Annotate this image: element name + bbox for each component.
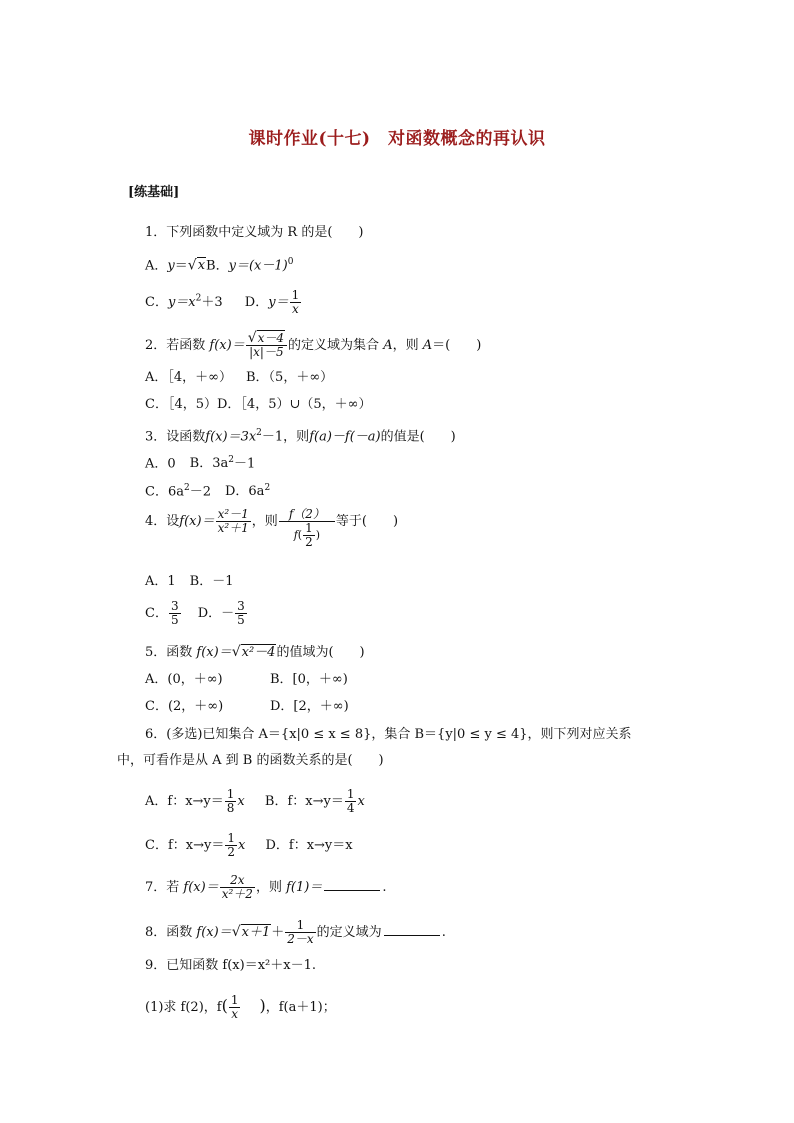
q5-option-b: B．[0，＋∞) [270, 672, 348, 687]
q2-set-a2: A [422, 338, 433, 353]
q3-pre: 3．设函数 [145, 429, 206, 445]
q7-end: . [382, 880, 387, 895]
q8-fx: f(x)＝ [196, 925, 232, 940]
question-1-options-ab: A．y＝√xB．$y=(x-1)^0$ [145, 257, 294, 274]
q2-option-c: C．［4，5） [145, 397, 217, 412]
q7-fx: f(x)＝ [183, 880, 219, 895]
q6-a-var: x [237, 794, 245, 809]
q3-option-b: B．3a [189, 456, 229, 472]
q3-expr: f(a)－f(－a) [309, 429, 381, 445]
q1-a-radicand: x [197, 258, 206, 274]
q1-option-a-label: A． [145, 258, 168, 274]
q1-b-expr: y＝(x－1) [228, 258, 288, 274]
q5-radicand: x²－4 [241, 645, 276, 660]
q5-option-c: C．(2，＋∞) [145, 699, 224, 714]
question-6-line-2: 中，可看作是从 A 到 B 的函数关系的是( ) [117, 753, 384, 768]
q3-option-c-tail: －2 [189, 484, 211, 500]
q4-post: 等于( ) [335, 514, 399, 529]
question-9-part-1: (1)求 f(2)，f( $\frac{1}{x}$ )，f(a＋1)； [145, 993, 336, 1021]
q6-c-var: x [237, 838, 246, 853]
q6-option-d: D．f：x→y＝x [265, 838, 353, 853]
question-3-options-ab: A．0 B．$3a^2-1$ [145, 455, 256, 472]
q5-fx: f(x)＝ [196, 645, 232, 660]
q3-option-c: C．6a [145, 484, 184, 500]
q2-set-a: A [383, 338, 393, 353]
q2-fraction: $\frac{√x-4}{|x|-5}$ [246, 332, 287, 359]
question-1-stem: 1．下列函数中定义域为 R 的是( ) [145, 225, 364, 240]
page-title: 课时作业(十七) 对函数概念的再认识 [248, 129, 546, 149]
q4-option-d: D．－ [197, 606, 235, 621]
question-5-options-cd [145, 698, 349, 716]
q7-pre: 7．若 [145, 880, 180, 895]
q4-fx: f(x)＝ [179, 514, 215, 529]
q4-mid: ，则 [251, 514, 278, 529]
q7-answer-blank[interactable] [324, 878, 380, 891]
q4-option-a: A．1 [145, 574, 176, 589]
q8-fraction: $\frac{1}{2-x}$ [287, 918, 314, 946]
q7-f1: f(1)＝ [286, 880, 323, 895]
q2-option-b: B．（5，＋∞） [246, 370, 334, 385]
question-8 [145, 919, 446, 946]
q1-option-b-label: B． [206, 258, 229, 274]
q8-plus: ＋ [271, 925, 285, 940]
q1-option-d-label: D． [244, 295, 269, 310]
question-9-stem: 9．已知函数 f(x)＝x²＋x－1. [145, 958, 316, 973]
radical-icon: √ [247, 330, 257, 346]
q5-pre: 5．函数 [145, 645, 193, 660]
question-4-options-cd [145, 600, 248, 627]
q6-a-fraction: $\frac{1}{8}$ [226, 787, 235, 815]
question-6-options-cd [145, 832, 353, 859]
q2-post: 的定义域为集合 [288, 338, 380, 353]
q1-d-fraction: $\frac{1}{x}$ [291, 288, 300, 316]
q3-end: 的值是( ) [380, 429, 456, 445]
q5-option-d: D．[2，＋∞) [270, 699, 349, 714]
q2-pre: 2．若函数 [145, 338, 206, 353]
q1-a-eq: ＝ [174, 258, 188, 274]
q6-option-b: B．f：x→y＝ [264, 794, 344, 809]
question-2-stem [145, 332, 481, 359]
q6-option-a: A．f：x→y＝ [145, 794, 224, 809]
q4-c-fraction: $\frac{3}{5}$ [170, 599, 179, 627]
q8-end: . [441, 925, 446, 940]
radical-icon: √ [231, 644, 241, 660]
q9-p1-post: ，f(a＋1)； [265, 1000, 336, 1015]
q3-fx: f(x)＝3x [205, 429, 257, 445]
radical-icon: √ [231, 924, 241, 940]
q6-option-c: C．f：x→y＝ [145, 838, 225, 853]
q6-b-fraction: $\frac{1}{4}$ [346, 787, 355, 815]
q7-post: ，则 [255, 880, 282, 895]
q4-option-c: C． [145, 606, 168, 621]
q2-post2: ，则 [392, 338, 419, 353]
question-4-stem [145, 508, 398, 549]
question-6-line-1: 6．(多选)已知集合 A＝{x|0 ≤ x ≤ 8}，集合 B＝{y|0 ≤ y ≤ 4}，则下列对应关系 [145, 727, 632, 742]
q4-ratio-fraction: f（2） f( $\frac{1}{2}$ ) [279, 508, 335, 549]
q9-p1-pre: (1)求 f(2)，f [145, 1000, 222, 1015]
q2-option-a: A．［4，＋∞） [145, 370, 232, 385]
q8-post: 的定义域为 [316, 925, 382, 940]
q2-fx: f(x)＝ [209, 338, 245, 353]
q4-option-b: B．－1 [189, 574, 234, 589]
section-heading: [练基础] [128, 185, 180, 200]
question-1-options-cd: C．$y=x^2+3$ D．y＝ $\frac{1}{x}$ [145, 288, 300, 316]
q3-option-d: D．6a [224, 484, 265, 500]
q5-option-a: A．(0，＋∞) [145, 672, 223, 687]
q8-pre: 8．函数 [145, 925, 193, 940]
question-4-options-ab [145, 573, 234, 591]
radical-icon: √ [187, 257, 197, 274]
q4-d-fraction: $\frac{3}{5}$ [237, 599, 245, 627]
question-7 [145, 874, 386, 901]
q8-answer-blank[interactable] [384, 923, 440, 936]
q2-option-d: D．［4，5）∪（5，＋∞） [217, 397, 372, 412]
question-5-options-ab [145, 671, 348, 689]
q1-d-y: y＝ [268, 295, 289, 310]
q1-c-expr: y＝x [167, 295, 196, 310]
q4-pre: 4．设 [145, 514, 180, 529]
q6-c-fraction: $\frac{1}{2}$ [227, 831, 235, 859]
q1-a-y: y [167, 258, 175, 274]
q2-post3: ＝( ) [432, 338, 482, 353]
q8-radicand: x＋1 [241, 925, 271, 940]
question-3-options-cd: C．$6a^2-2$ D．$6a^2$ [145, 483, 271, 500]
q4-fraction: $\frac{\text{x²－1}}{\text{x²＋1}}$ [217, 507, 249, 535]
question-2-options-ab [145, 369, 333, 387]
q1-option-c-label: C． [145, 295, 168, 310]
q3-option-b-tail: －1 [233, 456, 256, 472]
q6-b-var: x [357, 794, 365, 809]
q7-fraction: $\frac{2x}{\text{x²＋2}}$ [221, 873, 253, 901]
question-3-stem: 3．设函数$f(x)=3x^2-1$，则f(a)－f(－a)的值是( ) [145, 428, 456, 445]
q1-c-tail: ＋3 [201, 295, 223, 310]
q9-p1-fraction: $\frac{1}{x}$ [230, 993, 239, 1021]
question-2-options-cd [145, 396, 371, 414]
question-6-options-ab [145, 788, 365, 815]
q5-post: 的值域为( ) [276, 645, 365, 660]
question-5-stem [145, 643, 365, 662]
q3-option-a: A．0 [145, 456, 176, 472]
q3-post: －1，则 [261, 429, 310, 445]
